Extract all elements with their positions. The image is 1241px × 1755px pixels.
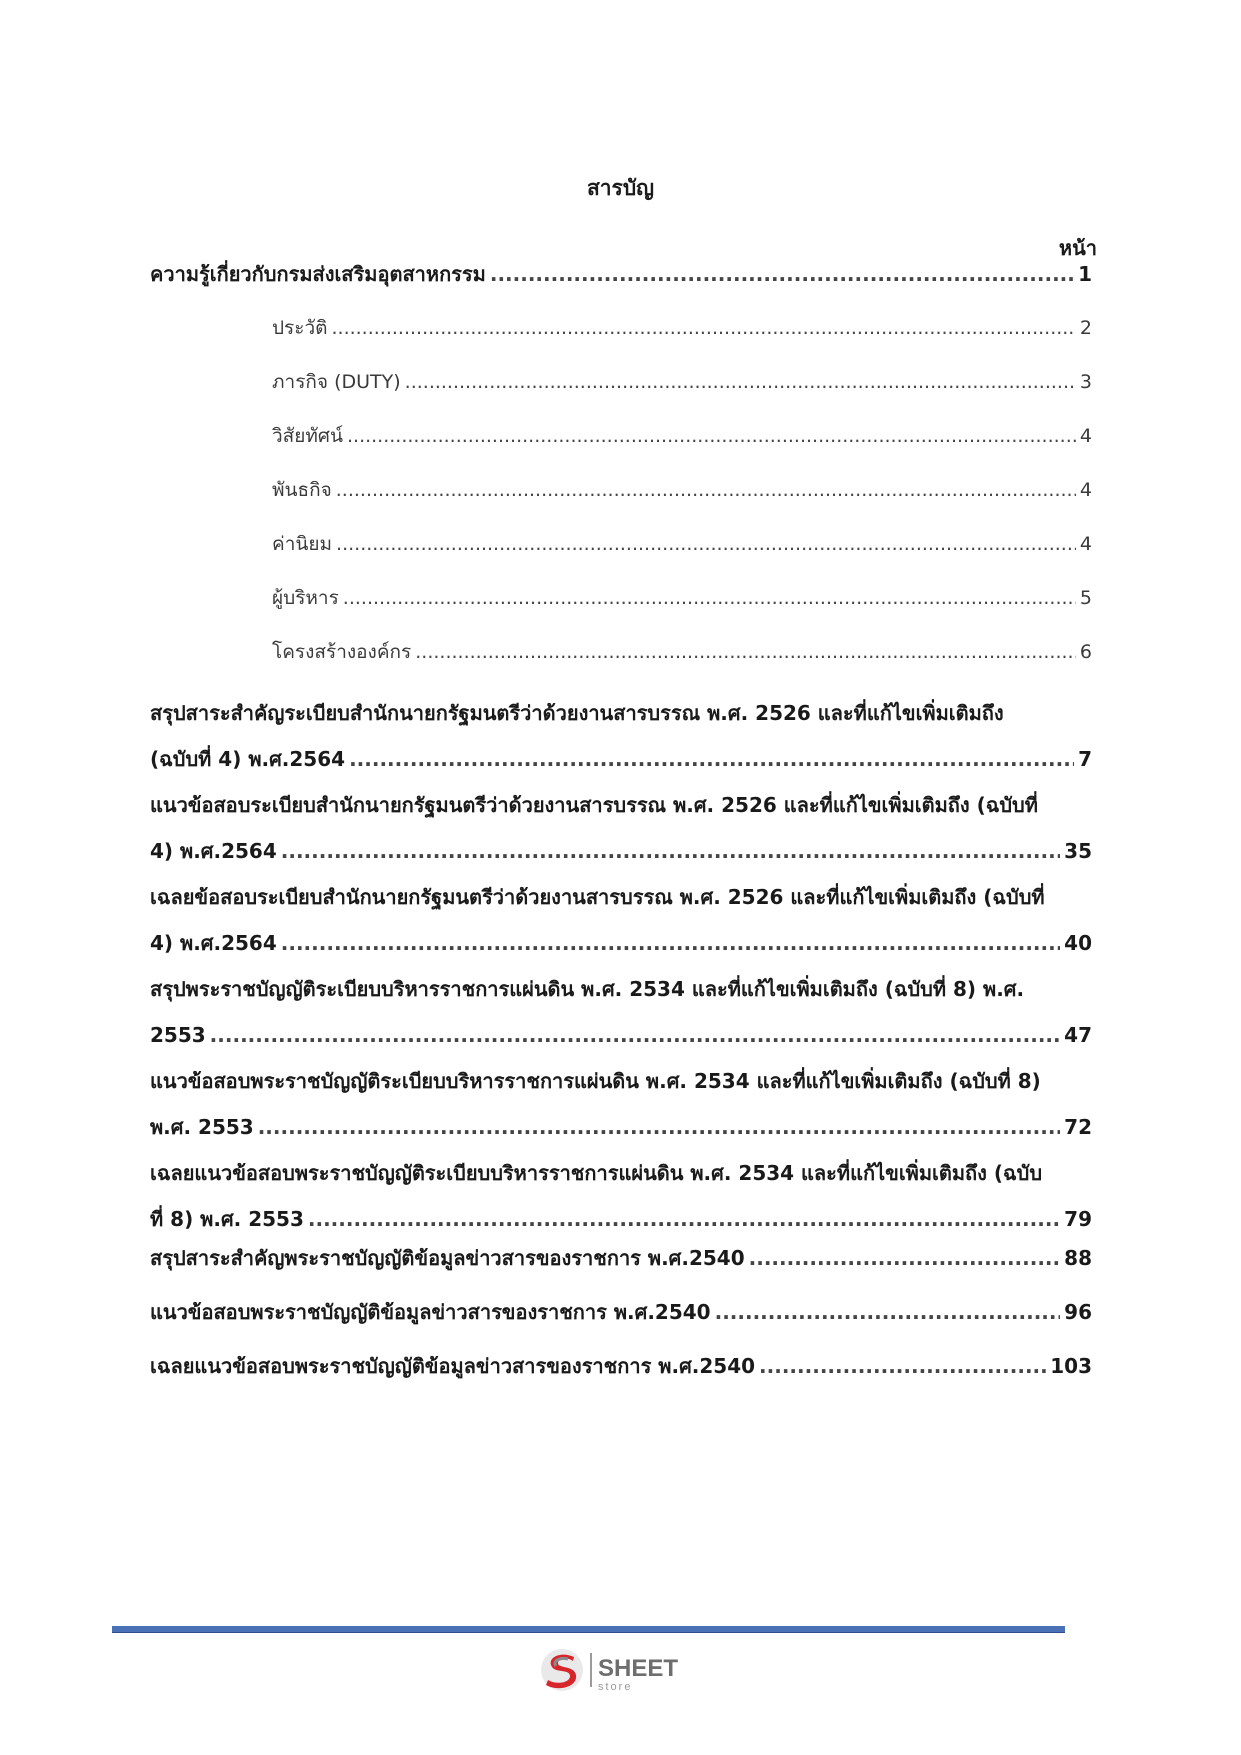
dot-leader [336, 474, 1076, 506]
toc-entry-page-number: 3 [1079, 371, 1092, 393]
toc-entry-title: พ.ศ. 2553 [150, 1115, 254, 1139]
toc-entry-page-number: 6 [1079, 641, 1092, 663]
toc-entry[interactable] [272, 636, 1092, 668]
dot-leader [210, 1012, 1060, 1058]
toc-entry-page-number: 79 [1064, 1207, 1092, 1231]
toc-entry-title: สรุปสาระสำคัญพระราชบัญญัติข้อมูลข่าวสารของราชการ พ.ศ.2540 [150, 1246, 745, 1270]
toc-entry-title: ที่ 8) พ.ศ. 2553 [150, 1207, 304, 1231]
dot-leader [347, 420, 1076, 452]
dot-leader [759, 1350, 1046, 1382]
page-title: สารบัญ [586, 176, 655, 200]
toc-entry-page-number: 2 [1079, 317, 1092, 339]
toc-entry[interactable] [150, 1058, 1092, 1150]
toc-entry-title: 2553 [150, 1023, 206, 1047]
toc-entry[interactable] [272, 528, 1092, 560]
toc-entry-title: แนวข้อสอบพระราชบัญญัติข้อมูลข่าวสารของราชการ พ.ศ.2540 [150, 1300, 711, 1324]
toc-entry[interactable] [150, 1350, 1092, 1382]
toc-entry-page-number: 72 [1064, 1115, 1092, 1139]
toc-entry[interactable] [150, 966, 1092, 1058]
footer-divider [112, 1626, 1065, 1633]
toc-entry-page-number: 1 [1078, 262, 1092, 286]
toc-entry-title-line1: แนวข้อสอบพระราชบัญญัติระเบียบบริหารราชการแผ่นดิน พ.ศ. 2534 และที่แก้ไขเพิ่มเติมถึง (ฉบับที่ 8) [150, 1069, 1041, 1093]
toc-entry[interactable] [150, 1296, 1092, 1328]
toc-entry-title-line1: สรุปพระราชบัญญัติระเบียบบริหารราชการแผ่นดิน พ.ศ. 2534 และที่แก้ไขเพิ่มเติมถึง (ฉบับที่ 8) พ.ศ. [150, 977, 1025, 1001]
toc-entry-title: ค่านิยม [272, 533, 333, 555]
toc-entry-title: วิสัยทัศน์ [272, 425, 343, 447]
toc-entry-page-number: 4 [1079, 533, 1092, 555]
toc-entry[interactable] [272, 474, 1092, 506]
toc-entry[interactable] [150, 1242, 1092, 1274]
toc-entry-title: พันธกิจ [272, 479, 332, 501]
dot-leader [281, 828, 1060, 874]
toc-entry-page-number: 96 [1064, 1300, 1092, 1324]
toc-entry[interactable] [150, 782, 1092, 874]
toc-entry[interactable] [272, 420, 1092, 452]
toc-entry[interactable] [150, 1150, 1092, 1242]
dot-leader [343, 582, 1076, 614]
toc-entry-page-number: 7 [1078, 747, 1092, 771]
toc-entry[interactable] [272, 582, 1092, 614]
sheet-store-logo [538, 1645, 708, 1695]
toc-entry-title: ประวัติ [272, 317, 328, 339]
toc-entry-title-line1: แนวข้อสอบระเบียบสำนักนายกรัฐมนตรีว่าด้วยงานสารบรรณ พ.ศ. 2526 และที่แก้ไขเพิ่มเติมถึง (ฉบับที่ [150, 793, 1038, 817]
toc-entry-page-number: 4 [1079, 425, 1092, 447]
toc-entry-title: เฉลยแนวข้อสอบพระราชบัญญัติข้อมูลข่าวสารของราชการ พ.ศ.2540 [150, 1354, 756, 1378]
toc-entry-title: ความรู้เกี่ยวกับกรมส่งเสริมอุตสาหกรรม [150, 262, 486, 286]
toc-entry-page-number: 4 [1079, 479, 1092, 501]
toc-entry-title: 4) พ.ศ.2564 [150, 839, 277, 863]
logo-sub: store [598, 1681, 633, 1693]
dot-leader [331, 312, 1075, 344]
toc-entry[interactable] [150, 690, 1092, 782]
toc-entry[interactable] [272, 366, 1092, 398]
toc-entry-title-line1: เฉลยข้อสอบระเบียบสำนักนายกรัฐมนตรีว่าด้วยงานสารบรรณ พ.ศ. 2526 และที่แก้ไขเพิ่มเติมถึง (ฉบับที่ [150, 885, 1045, 909]
dot-leader [349, 736, 1074, 782]
dot-leader [336, 528, 1076, 560]
toc-entry-title: 4) พ.ศ.2564 [150, 931, 277, 955]
toc-entry-page-number: 88 [1064, 1246, 1092, 1270]
toc-entry-page-number: 40 [1064, 931, 1092, 955]
toc-entry-title: ผู้บริหาร [272, 587, 339, 609]
toc-entry-title-line1: เฉลยแนวข้อสอบพระราชบัญญัติระเบียบบริหารราชการแผ่นดิน พ.ศ. 2534 และที่แก้ไขเพิ่มเติมถึง (ฉบับ [150, 1161, 1043, 1185]
dot-leader [308, 1196, 1060, 1242]
toc-entry-page-number: 5 [1079, 587, 1092, 609]
page-column-header: หน้า [1058, 236, 1097, 260]
toc-entry[interactable] [150, 874, 1092, 966]
dot-leader [490, 258, 1074, 290]
logo-word: SHEET [598, 1655, 679, 1682]
dot-leader [415, 636, 1076, 668]
toc-entry-page-number: 47 [1064, 1023, 1092, 1047]
dot-leader [715, 1296, 1061, 1328]
toc-entry-title: โครงสร้างองค์กร [272, 641, 412, 663]
toc-entry-title: (ฉบับที่ 4) พ.ศ.2564 [150, 747, 346, 771]
toc-entry-page-number: 103 [1050, 1354, 1092, 1378]
toc-entry-title-line1: สรุปสาระสำคัญระเบียบสำนักนายกรัฐมนตรีว่าด้วยงานสารบรรณ พ.ศ. 2526 และที่แก้ไขเพิ่มเติมถึง [150, 701, 1004, 725]
dot-leader [281, 920, 1060, 966]
toc-entry[interactable] [150, 258, 1092, 290]
dot-leader [405, 366, 1076, 398]
toc-entry-title: ภารกิจ (DUTY) [272, 371, 401, 393]
toc-entry[interactable] [272, 312, 1092, 344]
dot-leader [749, 1242, 1061, 1274]
dot-leader [258, 1104, 1060, 1150]
toc-entry-page-number: 35 [1064, 839, 1092, 863]
s-mark-icon [541, 1649, 583, 1691]
